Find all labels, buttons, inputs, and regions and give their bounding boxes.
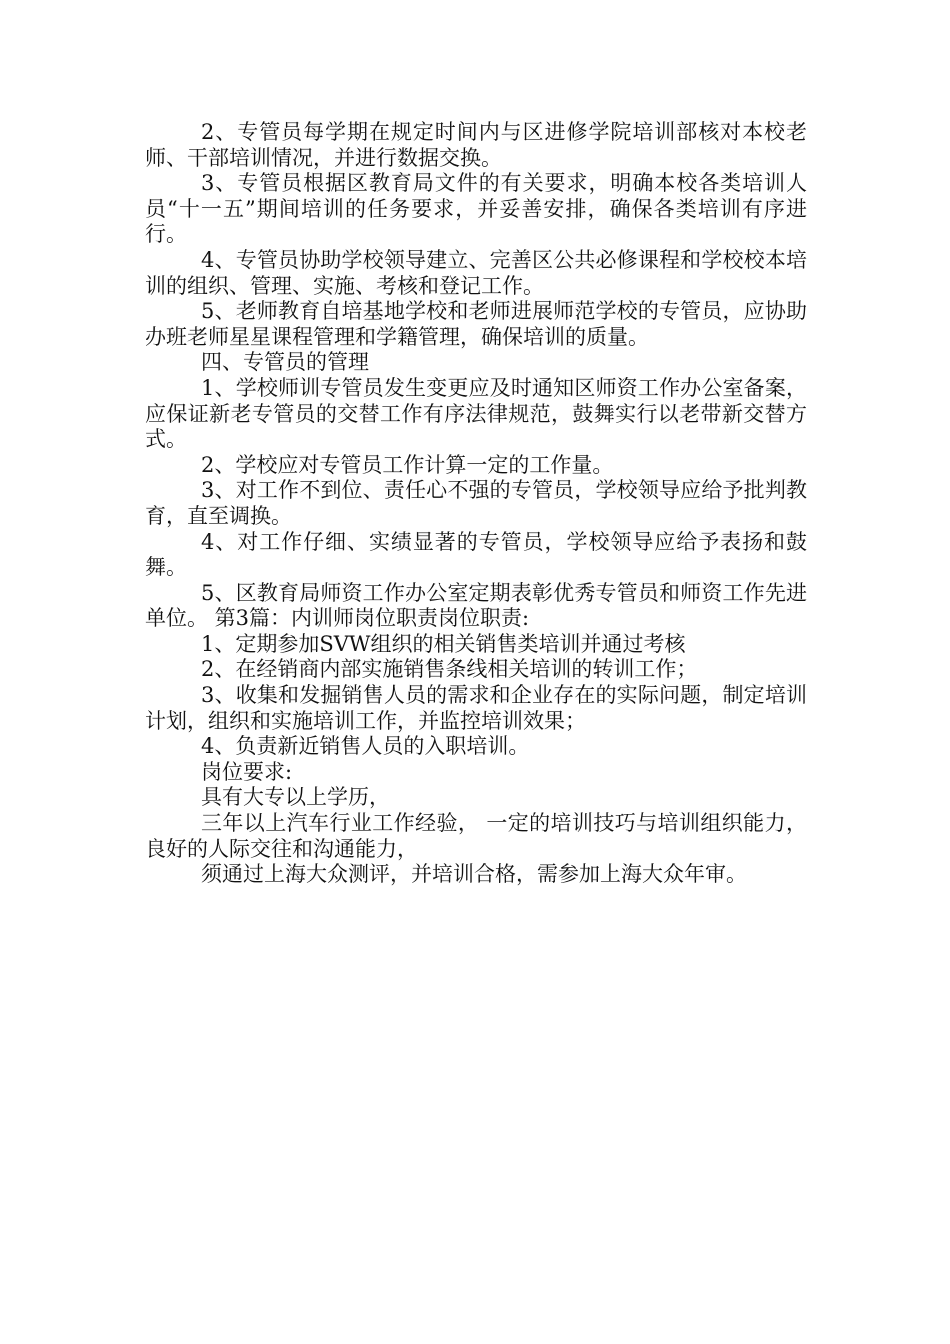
section-heading-management: 四、专管员的管理 bbox=[201, 350, 369, 375]
paragraph-8: 3、对工作不到位、责任心不强的专管员，学校领导应给予批判教育，直至调换。 bbox=[145, 478, 807, 528]
paragraph-10: 5、区教育局师资工作办公室定期表彰优秀专管员和师资工作先进单位。 第3篇：内训师岗位职责岗位职责: bbox=[145, 580, 807, 631]
section-heading-requirements: 岗位要求: bbox=[201, 759, 293, 784]
paragraph-1: 2、专管员每学期在规定时间内与区进修学院培训部核对本校老师、干部培训情况，并进行数据交换。 bbox=[145, 120, 807, 170]
document-body bbox=[145, 120, 807, 888]
paragraph-11: 1、定期参加SVW组织的相关销售类培训并通过考核 bbox=[201, 631, 686, 656]
paragraph-12: 2、在经销商内部实施销售条线相关培训的转训工作； bbox=[201, 657, 698, 682]
paragraph-4: 5、老师教育自培基地学校和老师进展师范学校的专管员，应协助办班老师星星课程管理和学籍管理，确保培训的质量。 bbox=[145, 299, 807, 349]
paragraph-17: 三年以上汽车行业工作经验， 一定的培训技巧与培训组织能力， 良好的人际交往和沟通能力， bbox=[145, 811, 807, 861]
paragraph-9: 4、对工作仔细、实绩显著的专管员，学校领导应给予表扬和鼓舞。 bbox=[145, 529, 807, 580]
paragraph-3: 4、专管员协助学校领导建立、完善区公共必修课程和学校校本培训的组织、管理、实施、考核和登记工作。 bbox=[145, 247, 807, 298]
paragraph-6: 1、学校师训专管员发生变更应及时通知区师资工作办公室备案，应保证新老专管员的交替工作有序法律规范，鼓舞实行以老带新交替方式。 bbox=[145, 375, 807, 452]
paragraph-7: 2、学校应对专管员工作计算一定的工作量。 bbox=[201, 452, 614, 477]
paragraph-2: 3、专管员根据区教育局文件的有关要求，明确本校各类培训人员“十一五”期间培训的任务要求，并妥善安排，确保各类培训有序进行。 bbox=[145, 171, 807, 247]
paragraph-14: 4、负责新近销售人员的入职培训。 bbox=[201, 734, 530, 759]
paragraph-16: 具有大专以上学历， bbox=[201, 785, 390, 810]
paragraph-18: 须通过上海大众测评，并培训合格，需参加上海大众年审。 bbox=[201, 862, 747, 887]
paragraph-13: 3、收集和发掘销售人员的需求和企业存在的实际问题，制定培训计划，组织和实施培训工作，并监控培训效果； bbox=[145, 683, 807, 733]
